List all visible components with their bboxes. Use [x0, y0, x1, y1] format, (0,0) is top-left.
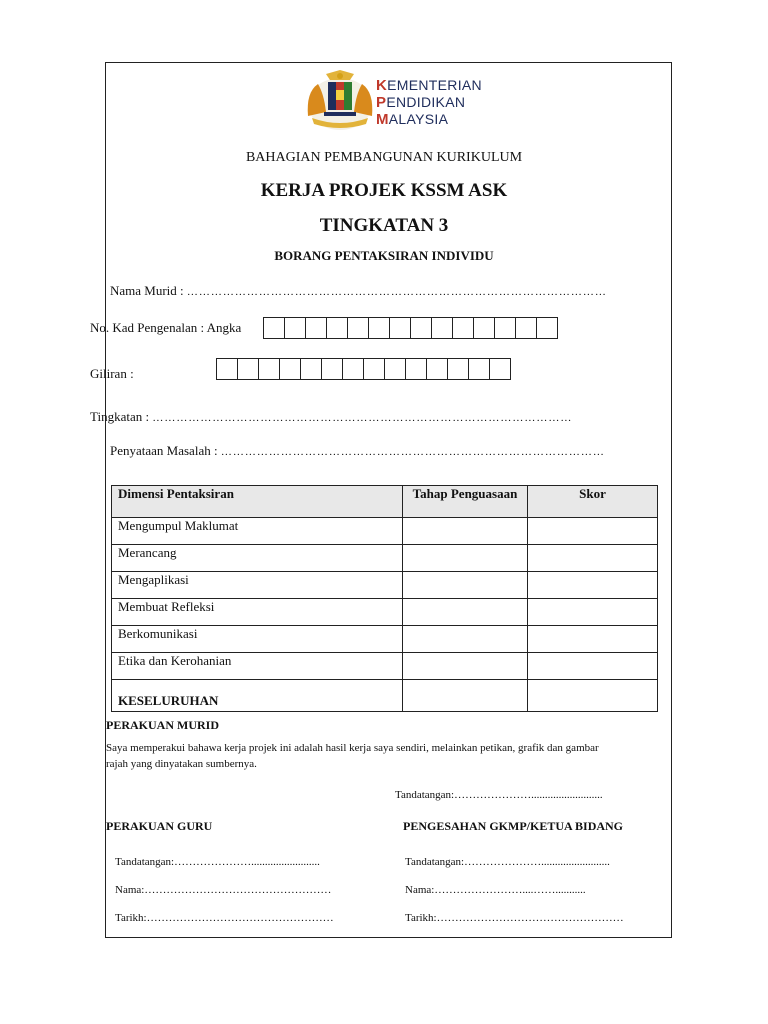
form-level-label: Tingkatan :	[90, 409, 150, 424]
student-declaration-title: PERAKUAN MURID	[106, 718, 219, 732]
approval-date-line[interactable]: Tarikh:……………………………………………	[405, 912, 624, 924]
table-row	[112, 518, 658, 545]
teacher-signature-line[interactable]: Tandatangan:………………….........................	[115, 856, 320, 868]
score-cell[interactable]	[528, 572, 658, 599]
dimension-cell: Mengumpul Maklumat	[112, 518, 403, 545]
score-cell[interactable]	[528, 518, 658, 545]
approval-title: PENGESAHAN GKMP/KETUA BIDANG	[403, 819, 624, 833]
turn-number-boxes[interactable]	[216, 358, 511, 380]
logo-text-line1: KEMENTERIAN	[376, 77, 482, 94]
table-row	[112, 572, 658, 599]
logo-text-line2: PENDIDIKAN	[376, 94, 466, 111]
score-cell[interactable]	[528, 599, 658, 626]
logo-text-line3: MALAYSIA	[376, 111, 449, 128]
teacher-declaration-title: PERAKUAN GURU	[106, 819, 213, 833]
form-title: BORANG PENTAKSIRAN INDIVIDU	[274, 248, 494, 263]
level-heading: TINGKATAN 3	[319, 215, 449, 236]
teacher-name-line[interactable]: Nama:……………………………………………	[115, 884, 332, 896]
dimension-cell: Berkomunikasi	[112, 626, 403, 653]
mastery-cell[interactable]	[403, 626, 528, 653]
dimension-cell: Merancang	[112, 545, 403, 572]
student-declaration-text-1: Saya memperakui bahawa kerja projek ini adalah hasil kerja saya sendiri, melainkan petikan, grafik dan gambar	[106, 742, 599, 754]
table-header-row	[112, 486, 658, 518]
student-name-line: ……………………………………………………………………………………………	[186, 286, 607, 298]
student-signature-line[interactable]: Tandatangan:…………………..........................	[395, 789, 603, 801]
teacher-date-line[interactable]: Tarikh:……………………………………………	[115, 912, 334, 924]
form-level-field[interactable]	[90, 409, 572, 425]
student-declaration-text-2: rajah yang dinyatakan sumbernya.	[106, 758, 257, 770]
table-row	[112, 545, 658, 572]
jata-negara-logo	[300, 68, 380, 132]
table-row	[112, 599, 658, 626]
total-score-cell[interactable]	[528, 680, 658, 712]
student-name-field[interactable]	[110, 283, 607, 299]
student-name-label: Nama Murid :	[110, 283, 184, 298]
total-label-cell: KESELURUHAN	[112, 680, 403, 712]
division-heading: BAHAGIAN PEMBANGUNAN KURIKULUM	[245, 150, 523, 165]
score-cell[interactable]	[528, 626, 658, 653]
dimension-cell: Membuat Refleksi	[112, 599, 403, 626]
problem-statement-label: Penyataan Masalah :	[110, 443, 218, 458]
ic-number-boxes[interactable]	[263, 317, 558, 339]
mastery-cell[interactable]	[403, 599, 528, 626]
score-cell[interactable]	[528, 545, 658, 572]
ic-number-label: No. Kad Pengenalan : Angka	[90, 320, 242, 335]
table-total-row	[112, 680, 658, 712]
assessment-table	[111, 485, 658, 712]
table-header-dimension: Dimensi Pentaksiran	[112, 486, 403, 518]
mastery-cell[interactable]	[403, 572, 528, 599]
mastery-cell[interactable]	[403, 653, 528, 680]
total-mastery-cell[interactable]	[403, 680, 528, 712]
table-row	[112, 653, 658, 680]
approval-name-line[interactable]: Nama:……………………....……...........	[405, 884, 586, 896]
mastery-cell[interactable]	[403, 518, 528, 545]
dimension-cell: Etika dan Kerohanian	[112, 653, 403, 680]
table-header-mastery: Tahap Penguasaan	[403, 486, 528, 518]
turn-number-label: Giliran :	[90, 366, 134, 381]
document-title: KERJA PROJEK KSSM ASK	[260, 180, 508, 201]
table-header-score: Skor	[528, 486, 658, 518]
mastery-cell[interactable]	[403, 545, 528, 572]
form-level-line: ……………………………………………………………………………………………	[152, 412, 573, 424]
approval-signature-line[interactable]: Tandatangan:………………….........................	[405, 856, 610, 868]
score-cell[interactable]	[528, 653, 658, 680]
table-row	[112, 626, 658, 653]
problem-statement-field[interactable]	[110, 443, 605, 459]
problem-statement-line: ……………………………………………………………………………………	[220, 446, 605, 458]
dimension-cell: Mengaplikasi	[112, 572, 403, 599]
